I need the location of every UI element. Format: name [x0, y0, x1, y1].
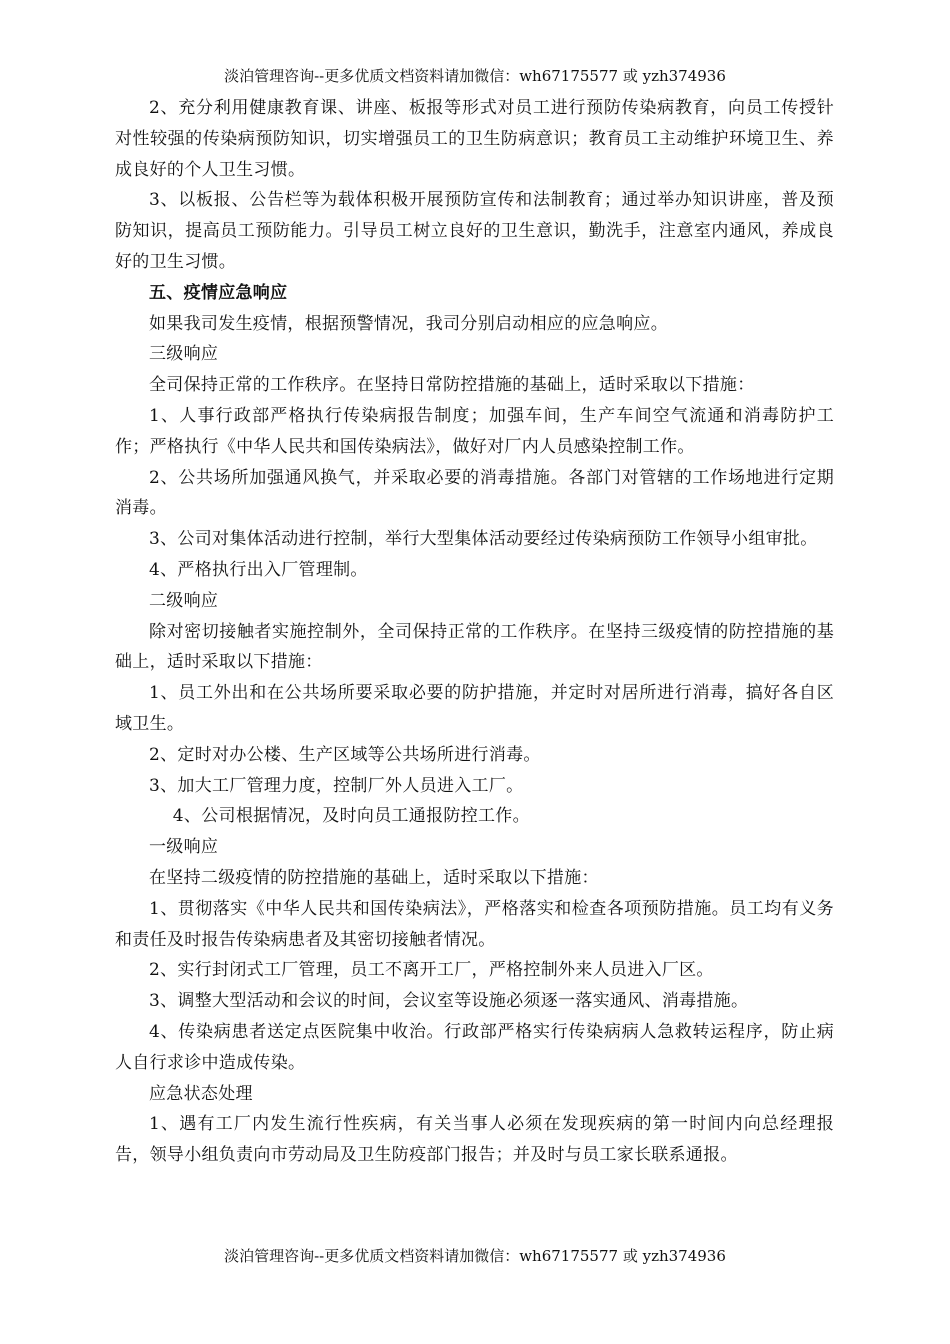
paragraph: 4、传染病患者送定点医院集中收治。行政部严格实行传染病病人急救转运程序，防止病人自行求诊中造成传染。 — [115, 1021, 834, 1073]
page-footer: 淡泊管理咨询--更多优质文档资料请加微信：wh67175577 或 yzh374936 — [224, 1247, 726, 1265]
paragraph: 除对密切接触者实施控制外，全司保持正常的工作秩序。在坚持三级疫情的防控措施的基础上，适时采取以下措施： — [115, 621, 834, 673]
subheading: 应急状态处理 — [149, 1083, 253, 1104]
subheading: 一级响应 — [149, 837, 219, 858]
paragraph: 1、人事行政部严格执行传染病报告制度；加强车间，生产车间空气流通和消毒防护工作；严格执行《中华人民共和国传染病法》，做好对厂内人员感染控制工作。 — [115, 405, 834, 457]
paragraph: 1、贯彻落实《中华人民共和国传染病法》，严格落实和检查各项预防措施。员工均有义务和责任及时报告传染病患者及其密切接触者情况。 — [115, 898, 834, 950]
paragraph: 4、公司根据情况，及时向员工通报防控工作。 — [172, 806, 530, 827]
paragraph: 1、遇有工厂内发生流行性疾病，有关当事人必须在发现疾病的第一时间内向总经理报告，领导小组负责向市劳动局及卫生防疫部门报告；并及时与员工家长联系通报。 — [115, 1114, 834, 1166]
paragraph: 3、调整大型活动和会议的时间，会议室等设施必须逐一落实通风、消毒措施。 — [149, 991, 749, 1012]
section-heading: 五、疫情应急响应 — [149, 282, 288, 303]
paragraph: 4、严格执行出入厂管理制。 — [149, 559, 368, 580]
subheading: 三级响应 — [149, 344, 219, 365]
paragraph: 全司保持正常的工作秩序。在坚持日常防控措施的基础上，适时采取以下措施： — [149, 375, 755, 396]
page-header: 淡泊管理咨询--更多优质文档资料请加微信：wh67175577 或 yzh374936 — [224, 67, 726, 85]
paragraph: 2、定时对办公楼、生产区域等公共场所进行消毒。 — [149, 744, 541, 765]
paragraph: 3、加大工厂管理力度，控制厂外人员进入工厂。 — [149, 775, 524, 796]
paragraph: 在坚持二级疫情的防控措施的基础上，适时采取以下措施： — [149, 867, 599, 888]
paragraph: 3、以板报、公告栏等为载体积极开展预防宣传和法制教育；通过举办知识讲座，普及预防知识，提高员工预防能力。引导员工树立良好的卫生意识，勤洗手，注意室内通风，养成良好的卫生习惯。 — [115, 190, 834, 272]
document-body — [115, 93, 834, 1171]
paragraph: 2、充分利用健康教育课、讲座、板报等形式对员工进行预防传染病教育，向员工传授针对性较强的传染病预防知识，切实增强员工的卫生防病意识；教育员工主动维护环境卫生、养成良好的个人卫生习惯。 — [115, 98, 834, 180]
paragraph: 1、员工外出和在公共场所要采取必要的防护措施，并定时对居所进行消毒，搞好各自区域卫生。 — [115, 683, 834, 734]
paragraph: 如果我司发生疫情，根据预警情况，我司分别启动相应的应急响应。 — [149, 313, 668, 334]
paragraph: 2、实行封闭式工厂管理，员工不离开工厂，严格控制外来人员进入厂区。 — [149, 960, 714, 981]
paragraph: 2、公共场所加强通风换气，并采取必要的消毒措施。各部门对管辖的工作场地进行定期消毒。 — [115, 467, 834, 519]
paragraph: 3、公司对集体活动进行控制，举行大型集体活动要经过传染病预防工作领导小组审批。 — [149, 529, 818, 550]
subheading: 二级响应 — [149, 590, 219, 611]
